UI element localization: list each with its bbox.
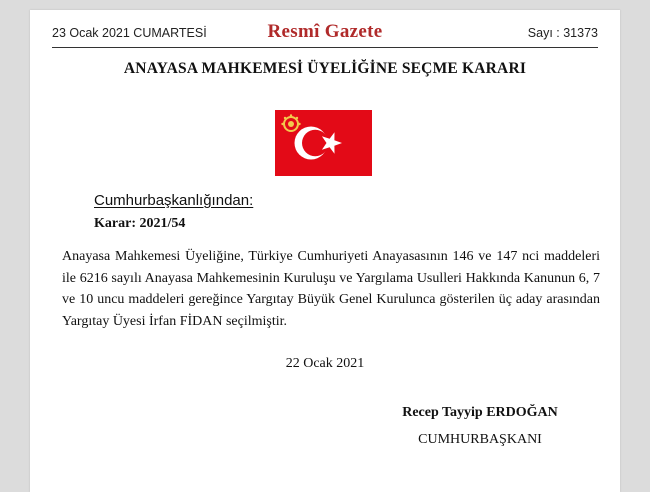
gazette-title: Resmî Gazete [267,21,383,42]
header-date: 23 Ocak 2021 CUMARTESİ [52,26,207,40]
signer-title: CUMHURBAŞKANI [418,432,542,447]
decision-number: Karar: 2021/54 [94,216,186,231]
issuing-authority: Cumhurbaşkanlığından: [94,192,254,209]
gazette-page [30,10,620,492]
signer-surname: ERDOĞAN [486,405,558,420]
issue-number: Sayı : 31373 [527,26,598,40]
header-divider [52,47,598,48]
decision-body: Anayasa Mahkemesi Üyeliğine, Türkiye Cumhuriyeti Anayasasının 146 ve 147 nci maddeleri ile 6216 sayılı Anayasa Mahkemesinin Kuruluşu ve Yargılama Usulleri Hakkında Kanunun 6, 7 ve 10 uncu maddeleri gereğince Yargıtay Büyük Genel Kurulunca gösterilen üç aday arasından Yargıtay Üyesi İrfan FİDAN seçilmiştir. [62,249,600,329]
flag-crescent-inner [302,130,328,156]
gazette-header [52,23,598,45]
signer-first-names: Recep Tayyip [402,405,487,420]
signer-name [400,405,560,421]
signature-date: 22 Ocak 2021 [285,356,365,371]
document-title: ANAYASA MAHKEMESİ ÜYELİĞİNE SEÇME KARARI [123,60,527,77]
turkish-flag-icon [275,110,372,176]
